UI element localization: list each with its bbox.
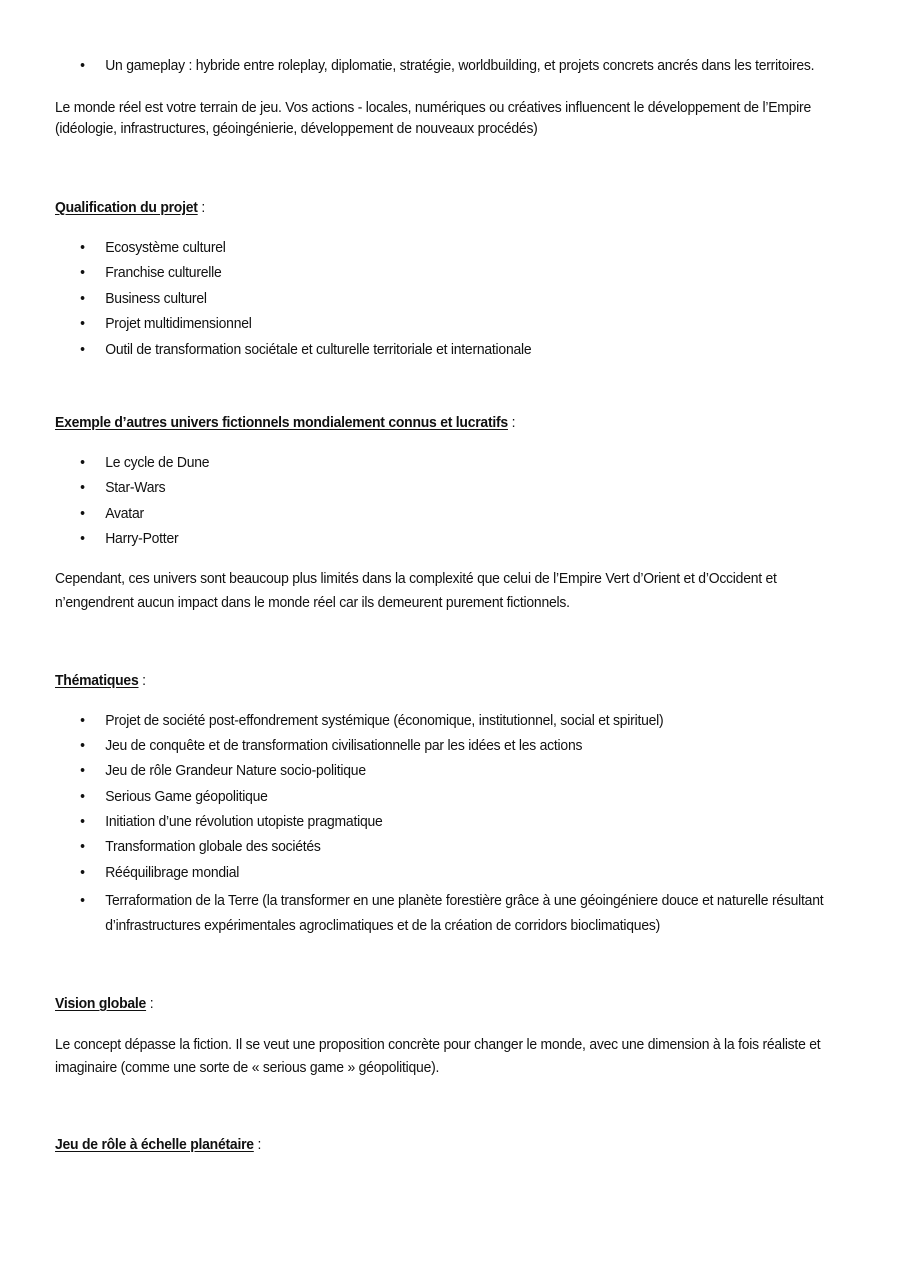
- bullet-icon: •: [80, 453, 85, 471]
- bullet-icon: •: [80, 530, 85, 548]
- qualification-list: [55, 238, 855, 365]
- bullet-icon: •: [80, 289, 85, 307]
- thematiques-list: [55, 711, 855, 939]
- list-item: • Outil de transformation sociétale et culturelle territoriale et internationale: [80, 340, 532, 358]
- bullet-icon: •: [80, 340, 85, 358]
- list-item: • Un gameplay : hybride entre roleplay, diplomatie, stratégie, worldbuilding, et projets concrets ancrés dans les territoires.: [80, 57, 815, 74]
- exemples-heading: Exemple d’autres univers fictionnels mondialement connus et lucratifs :: [55, 413, 516, 431]
- bullet-icon: •: [80, 813, 85, 831]
- list-item: • Business culturel: [80, 289, 207, 307]
- list-item: • Initiation d’une révolution utopiste pragmatique: [80, 813, 383, 831]
- list-item: • Projet de société post-effondrement systémique (économique, institutionnel, social et spirituel): [80, 711, 664, 729]
- intro-bullet-list: [55, 56, 855, 76]
- list-item: • Star-Wars: [80, 479, 166, 497]
- list-item: • Avatar: [80, 504, 144, 522]
- list-item: • Jeu de rôle Grandeur Nature socio-politique: [80, 762, 366, 780]
- thematiques-heading: Thématiques :: [55, 671, 146, 689]
- exemples-paragraph: Cependant, ces univers sont beaucoup plus limités dans la complexité que celui de l’Empire Vert d’Orient et d’Occident et n’engendrent aucun impact dans le monde réel car ils demeurent purement fictionnels.: [55, 569, 777, 611]
- bullet-icon: •: [80, 57, 85, 74]
- list-item: • Projet multidimensionnel: [80, 315, 252, 333]
- list-item: • Franchise culturelle: [80, 264, 222, 282]
- jeu-heading: Jeu de rôle à échelle planétaire :: [55, 1136, 262, 1154]
- bullet-icon: •: [80, 239, 85, 256]
- bullet-icon: •: [80, 892, 85, 910]
- bullet-icon: •: [80, 504, 85, 522]
- list-item: • Serious Game géopolitique: [80, 787, 268, 805]
- list-item: • Le cycle de Dune: [80, 453, 210, 471]
- qualification-heading: Qualification du projet :: [55, 199, 205, 216]
- list-item: • Harry-Potter: [80, 530, 179, 548]
- vision-paragraph: Le concept dépasse la fiction. Il se veut une proposition concrète pour changer le monde, avec une dimension à la fois réaliste et imaginaire (comme une sorte de « serious game » géopolitique).: [55, 1036, 821, 1077]
- list-item: • Jeu de conquête et de transformation civilisationnelle par les idées et les actions: [80, 736, 583, 754]
- list-item: • Terraformation de la Terre (la transformer en une planète forestière grâce à une géoingéniere douce et naturelle résultant d’infrastructures expérimentales agroclimatiques et de la création de corridors bioclimatiques): [55, 888, 855, 938]
- list-item: • Ecosystème culturel: [80, 239, 226, 256]
- bullet-icon: •: [80, 762, 85, 780]
- exemples-list: [55, 453, 855, 555]
- bullet-icon: •: [80, 787, 85, 805]
- document-content: [55, 56, 855, 1155]
- bullet-icon: •: [80, 711, 85, 729]
- bullet-icon: •: [80, 315, 85, 333]
- bullet-icon: •: [80, 863, 85, 881]
- intro-paragraph: Le monde réel est votre terrain de jeu. Vos actions - locales, numériques ou créatives influencent le développement de l’Empire (idéologie, infrastructures, géoingénierie, développement de nouveaux procédés): [55, 99, 811, 137]
- bullet-icon: •: [80, 838, 85, 856]
- bullet-icon: •: [80, 479, 85, 497]
- bullet-icon: •: [80, 264, 85, 282]
- vision-heading: Vision globale :: [55, 995, 154, 1013]
- list-item: • Rééquilibrage mondial: [80, 863, 240, 881]
- list-item: • Transformation globale des sociétés: [80, 838, 321, 856]
- bullet-icon: •: [80, 736, 85, 754]
